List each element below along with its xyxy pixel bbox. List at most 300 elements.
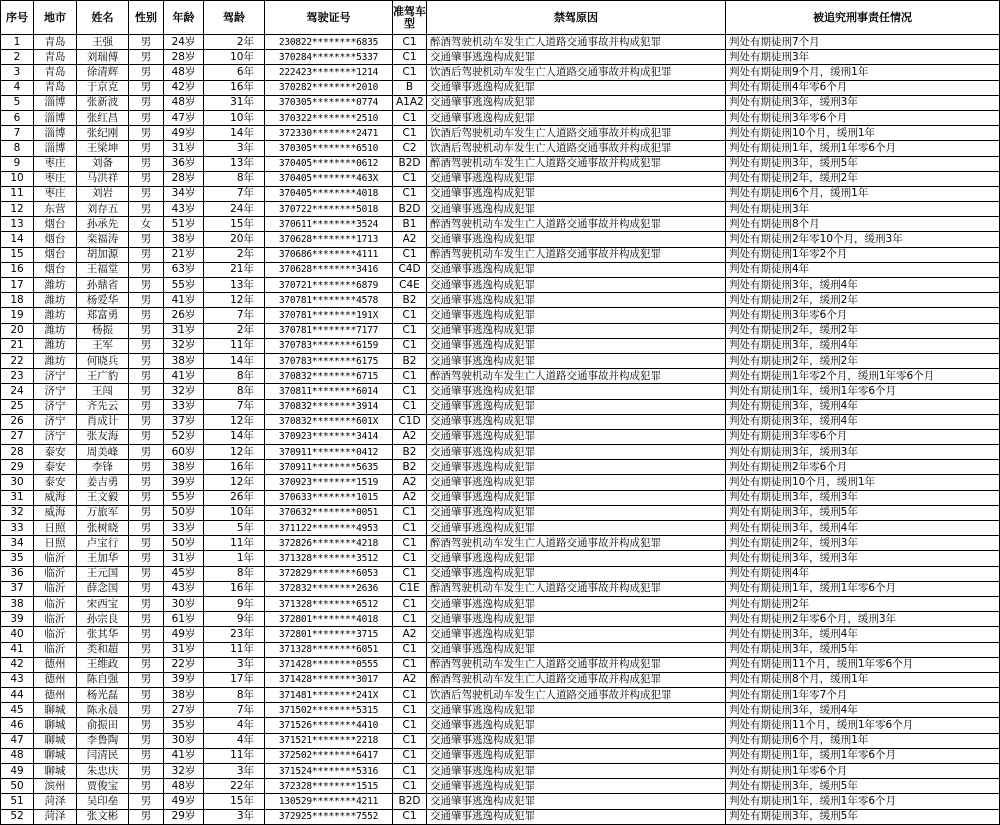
cell-name: 王闯 bbox=[77, 384, 129, 399]
cell-vehicle-class: B2 bbox=[393, 293, 427, 308]
cell-criminal-liability: 判处有期徒刑11个月，缓刑1年零6个月 bbox=[726, 657, 1000, 672]
cell-ban-reason: 交通肇事逃逸构成犯罪 bbox=[427, 262, 726, 277]
cell-gender: 男 bbox=[129, 521, 164, 536]
cell-criminal-liability: 判处有期徒刑1年零7个月 bbox=[726, 688, 1000, 703]
cell-city: 潍坊 bbox=[34, 293, 77, 308]
cell-ban-reason: 交通肇事逃逸构成犯罪 bbox=[427, 718, 726, 733]
cell-criminal-liability: 判处有期徒刑8个月 bbox=[726, 217, 1000, 232]
cell-ban-reason: 醉酒驾驶机动车发生亡人道路交通事故并构成犯罪 bbox=[427, 581, 726, 596]
cell-age: 38岁 bbox=[164, 460, 204, 475]
cell-ban-reason: 交通肇事逃逸构成犯罪 bbox=[427, 551, 726, 566]
cell-driving-years: 3年 bbox=[204, 764, 265, 779]
table-row bbox=[1, 399, 1000, 414]
cell-city: 潍坊 bbox=[34, 338, 77, 353]
cell-driving-years: 20年 bbox=[204, 232, 265, 247]
cell-driving-years: 24年 bbox=[204, 202, 265, 217]
cell-gender: 男 bbox=[129, 809, 164, 824]
cell-ban-reason: 醉酒驾驶机动车发生亡人道路交通事故并构成犯罪 bbox=[427, 217, 726, 232]
cell-name: 周美峰 bbox=[77, 445, 129, 460]
cell-index: 24 bbox=[1, 384, 34, 399]
cell-gender: 男 bbox=[129, 764, 164, 779]
cell-index: 22 bbox=[1, 353, 34, 368]
cell-gender: 男 bbox=[129, 581, 164, 596]
cell-name: 于京克 bbox=[77, 80, 129, 95]
table-row bbox=[1, 35, 1000, 50]
cell-city: 德州 bbox=[34, 688, 77, 703]
table-row bbox=[1, 505, 1000, 520]
cell-age: 55岁 bbox=[164, 278, 204, 293]
cell-city: 威海 bbox=[34, 505, 77, 520]
cell-license-number: 370923********1519 bbox=[265, 475, 393, 490]
cell-license-number: 370911********0412 bbox=[265, 445, 393, 460]
cell-vehicle-class: C1 bbox=[393, 308, 427, 323]
table-row bbox=[1, 445, 1000, 460]
cell-driving-years: 13年 bbox=[204, 156, 265, 171]
cell-gender: 男 bbox=[129, 353, 164, 368]
cell-city: 济宁 bbox=[34, 369, 77, 384]
cell-index: 25 bbox=[1, 399, 34, 414]
cell-index: 9 bbox=[1, 156, 34, 171]
cell-criminal-liability: 判处有期徒刑11个月，缓刑1年零6个月 bbox=[726, 718, 1000, 733]
cell-criminal-liability: 判处有期徒刑2年 bbox=[726, 596, 1000, 611]
cell-vehicle-class: A2 bbox=[393, 232, 427, 247]
cell-age: 31岁 bbox=[164, 551, 204, 566]
cell-license-number: 371328********6512 bbox=[265, 596, 393, 611]
cell-city: 青岛 bbox=[34, 65, 77, 80]
header-driving-years: 驾龄 bbox=[204, 1, 265, 35]
cell-age: 29岁 bbox=[164, 809, 204, 824]
cell-gender: 男 bbox=[129, 475, 164, 490]
cell-driving-years: 15年 bbox=[204, 794, 265, 809]
cell-gender: 男 bbox=[129, 551, 164, 566]
cell-name: 陈永晨 bbox=[77, 703, 129, 718]
cell-criminal-liability: 判处有期徒刑1年零2个月，缓刑1年零6个月 bbox=[726, 369, 1000, 384]
cell-driving-years: 22年 bbox=[204, 779, 265, 794]
cell-criminal-liability: 判处有期徒刑1年，缓刑1年零6个月 bbox=[726, 384, 1000, 399]
cell-index: 3 bbox=[1, 65, 34, 80]
cell-ban-reason: 醉酒驾驶机动车发生亡人道路交通事故并构成犯罪 bbox=[427, 156, 726, 171]
cell-age: 49岁 bbox=[164, 627, 204, 642]
cell-criminal-liability: 判处有期徒刑4年 bbox=[726, 566, 1000, 581]
cell-criminal-liability: 判处有期徒刑3年，缓刑4年 bbox=[726, 521, 1000, 536]
cell-criminal-liability: 判处有期徒刑3年，缓刑5年 bbox=[726, 642, 1000, 657]
cell-vehicle-class: C1 bbox=[393, 779, 427, 794]
cell-index: 12 bbox=[1, 202, 34, 217]
cell-age: 33岁 bbox=[164, 521, 204, 536]
cell-vehicle-class: C1 bbox=[393, 126, 427, 141]
cell-ban-reason: 醉酒驾驶机动车发生亡人道路交通事故并构成犯罪 bbox=[427, 672, 726, 687]
cell-license-number: 370628********1713 bbox=[265, 232, 393, 247]
cell-ban-reason: 交通肇事逃逸构成犯罪 bbox=[427, 293, 726, 308]
cell-criminal-liability: 判处有期徒刑1年零6个月 bbox=[726, 764, 1000, 779]
cell-name: 杨爱华 bbox=[77, 293, 129, 308]
cell-license-number: 372826********4218 bbox=[265, 536, 393, 551]
cell-age: 27岁 bbox=[164, 703, 204, 718]
cell-license-number: 370781********191X bbox=[265, 308, 393, 323]
cell-driving-years: 10年 bbox=[204, 50, 265, 65]
cell-vehicle-class: C1 bbox=[393, 35, 427, 50]
cell-license-number: 370911********5635 bbox=[265, 460, 393, 475]
cell-license-number: 370832********3914 bbox=[265, 399, 393, 414]
cell-driving-years: 15年 bbox=[204, 217, 265, 232]
cell-criminal-liability: 判处有期徒刑3年，缓刑3年 bbox=[726, 551, 1000, 566]
table-row bbox=[1, 429, 1000, 444]
cell-city: 济宁 bbox=[34, 399, 77, 414]
cell-vehicle-class: C1 bbox=[393, 703, 427, 718]
cell-age: 32岁 bbox=[164, 764, 204, 779]
cell-name: 王维政 bbox=[77, 657, 129, 672]
cell-vehicle-class: C1 bbox=[393, 369, 427, 384]
cell-age: 41岁 bbox=[164, 369, 204, 384]
cell-vehicle-class: C2 bbox=[393, 141, 427, 156]
cell-index: 46 bbox=[1, 718, 34, 733]
cell-ban-reason: 交通肇事逃逸构成犯罪 bbox=[427, 414, 726, 429]
cell-city: 日照 bbox=[34, 521, 77, 536]
cell-index: 49 bbox=[1, 764, 34, 779]
cell-criminal-liability: 判处有期徒刑4年 bbox=[726, 262, 1000, 277]
cell-vehicle-class: C1 bbox=[393, 338, 427, 353]
cell-gender: 男 bbox=[129, 369, 164, 384]
table-row bbox=[1, 80, 1000, 95]
cell-name: 闫清民 bbox=[77, 748, 129, 763]
cell-criminal-liability: 判处有期徒刑2年零6个月 bbox=[726, 460, 1000, 475]
cell-gender: 男 bbox=[129, 642, 164, 657]
cell-index: 20 bbox=[1, 323, 34, 338]
cell-vehicle-class: C1 bbox=[393, 612, 427, 627]
cell-license-number: 371502********5315 bbox=[265, 703, 393, 718]
cell-age: 36岁 bbox=[164, 156, 204, 171]
cell-criminal-liability: 判处有期徒刑1年，缓刑1年零6个月 bbox=[726, 794, 1000, 809]
cell-city: 潍坊 bbox=[34, 278, 77, 293]
cell-name: 卢宝行 bbox=[77, 536, 129, 551]
cell-index: 13 bbox=[1, 217, 34, 232]
cell-ban-reason: 醉酒驾驶机动车发生亡人道路交通事故并构成犯罪 bbox=[427, 247, 726, 262]
cell-name: 李锋 bbox=[77, 460, 129, 475]
cell-license-number: 370832********601X bbox=[265, 414, 393, 429]
cell-ban-reason: 交通肇事逃逸构成犯罪 bbox=[427, 764, 726, 779]
cell-city: 聊城 bbox=[34, 748, 77, 763]
cell-city: 淄博 bbox=[34, 110, 77, 125]
header-ban-reason: 禁驾原因 bbox=[427, 1, 726, 35]
cell-city: 烟台 bbox=[34, 247, 77, 262]
cell-age: 37岁 bbox=[164, 414, 204, 429]
table-row bbox=[1, 581, 1000, 596]
cell-ban-reason: 交通肇事逃逸构成犯罪 bbox=[427, 566, 726, 581]
cell-index: 44 bbox=[1, 688, 34, 703]
header-gender: 性别 bbox=[129, 1, 164, 35]
cell-vehicle-class: C1 bbox=[393, 384, 427, 399]
cell-city: 临沂 bbox=[34, 612, 77, 627]
cell-index: 4 bbox=[1, 80, 34, 95]
cell-criminal-liability: 判处有期徒刑3年 bbox=[726, 202, 1000, 217]
cell-criminal-liability: 判处有期徒刑4年零6个月 bbox=[726, 80, 1000, 95]
cell-vehicle-class: B2D bbox=[393, 794, 427, 809]
cell-ban-reason: 交通肇事逃逸构成犯罪 bbox=[427, 779, 726, 794]
cell-city: 潍坊 bbox=[34, 353, 77, 368]
cell-criminal-liability: 判处有期徒刑3年，缓刑4年 bbox=[726, 627, 1000, 642]
cell-name: 王梁坤 bbox=[77, 141, 129, 156]
cell-index: 21 bbox=[1, 338, 34, 353]
cell-license-number: 370722********5018 bbox=[265, 202, 393, 217]
cell-driving-years: 17年 bbox=[204, 672, 265, 687]
cell-criminal-liability: 判处有期徒刑3年，缓刑4年 bbox=[726, 399, 1000, 414]
cell-age: 38岁 bbox=[164, 688, 204, 703]
cell-criminal-liability: 判处有期徒刑3年 bbox=[726, 50, 1000, 65]
cell-city: 东营 bbox=[34, 202, 77, 217]
header-criminal-liability: 被追究刑事责任情况 bbox=[726, 1, 1000, 35]
cell-license-number: 370781********7177 bbox=[265, 323, 393, 338]
cell-age: 28岁 bbox=[164, 50, 204, 65]
cell-gender: 男 bbox=[129, 718, 164, 733]
cell-license-number: 372829********6053 bbox=[265, 566, 393, 581]
cell-license-number: 371481********241X bbox=[265, 688, 393, 703]
cell-index: 45 bbox=[1, 703, 34, 718]
cell-gender: 男 bbox=[129, 657, 164, 672]
cell-vehicle-class: C1 bbox=[393, 566, 427, 581]
cell-index: 6 bbox=[1, 110, 34, 125]
cell-vehicle-class: B2 bbox=[393, 460, 427, 475]
cell-ban-reason: 交通肇事逃逸构成犯罪 bbox=[427, 748, 726, 763]
cell-age: 38岁 bbox=[164, 232, 204, 247]
cell-index: 36 bbox=[1, 566, 34, 581]
cell-index: 7 bbox=[1, 126, 34, 141]
cell-name: 栾福涛 bbox=[77, 232, 129, 247]
cell-vehicle-class: C1 bbox=[393, 505, 427, 520]
cell-driving-years: 2年 bbox=[204, 323, 265, 338]
cell-driving-years: 3年 bbox=[204, 141, 265, 156]
cell-gender: 男 bbox=[129, 429, 164, 444]
cell-criminal-liability: 判处有期徒刑3年，缓刑4年 bbox=[726, 338, 1000, 353]
cell-vehicle-class: C1 bbox=[393, 171, 427, 186]
cell-age: 30岁 bbox=[164, 596, 204, 611]
cell-city: 聊城 bbox=[34, 718, 77, 733]
table-row bbox=[1, 156, 1000, 171]
cell-vehicle-class: B2 bbox=[393, 353, 427, 368]
cell-criminal-liability: 判处有期徒刑2年，缓刑2年 bbox=[726, 293, 1000, 308]
cell-city: 临沂 bbox=[34, 596, 77, 611]
cell-gender: 男 bbox=[129, 703, 164, 718]
cell-city: 聊城 bbox=[34, 703, 77, 718]
table-row bbox=[1, 627, 1000, 642]
cell-license-number: 370632********0051 bbox=[265, 505, 393, 520]
cell-ban-reason: 交通肇事逃逸构成犯罪 bbox=[427, 642, 726, 657]
cell-ban-reason: 交通肇事逃逸构成犯罪 bbox=[427, 521, 726, 536]
cell-ban-reason: 交通肇事逃逸构成犯罪 bbox=[427, 612, 726, 627]
cell-name: 杨振 bbox=[77, 323, 129, 338]
cell-driving-years: 14年 bbox=[204, 126, 265, 141]
cell-index: 18 bbox=[1, 293, 34, 308]
cell-driving-years: 12年 bbox=[204, 475, 265, 490]
cell-criminal-liability: 判处有期徒刑3年，缓刑5年 bbox=[726, 156, 1000, 171]
cell-name: 万旅军 bbox=[77, 505, 129, 520]
cell-criminal-liability: 判处有期徒刑1年，缓刑1年零6个月 bbox=[726, 748, 1000, 763]
cell-age: 38岁 bbox=[164, 353, 204, 368]
cell-ban-reason: 交通肇事逃逸构成犯罪 bbox=[427, 50, 726, 65]
cell-ban-reason: 醉酒驾驶机动车发生亡人道路交通事故并构成犯罪 bbox=[427, 35, 726, 50]
table-row bbox=[1, 65, 1000, 80]
cell-criminal-liability: 判处有期徒刑3年，缓刑4年 bbox=[726, 414, 1000, 429]
cell-gender: 男 bbox=[129, 278, 164, 293]
cell-license-number: 370628********3416 bbox=[265, 262, 393, 277]
cell-name: 李鲁陶 bbox=[77, 733, 129, 748]
cell-city: 聊城 bbox=[34, 764, 77, 779]
cell-ban-reason: 交通肇事逃逸构成犯罪 bbox=[427, 399, 726, 414]
cell-age: 50岁 bbox=[164, 505, 204, 520]
cell-license-number: 371122********4953 bbox=[265, 521, 393, 536]
cell-gender: 男 bbox=[129, 126, 164, 141]
cell-index: 27 bbox=[1, 429, 34, 444]
cell-license-number: 370282********2010 bbox=[265, 80, 393, 95]
cell-vehicle-class: C1 bbox=[393, 733, 427, 748]
cell-name: 王福堂 bbox=[77, 262, 129, 277]
table-row bbox=[1, 126, 1000, 141]
cell-vehicle-class: A2 bbox=[393, 672, 427, 687]
cell-ban-reason: 交通肇事逃逸构成犯罪 bbox=[427, 809, 726, 824]
cell-vehicle-class: C1 bbox=[393, 718, 427, 733]
cell-ban-reason: 交通肇事逃逸构成犯罪 bbox=[427, 232, 726, 247]
cell-driving-years: 6年 bbox=[204, 65, 265, 80]
cell-ban-reason: 交通肇事逃逸构成犯罪 bbox=[427, 794, 726, 809]
cell-vehicle-class: C4E bbox=[393, 278, 427, 293]
cell-index: 43 bbox=[1, 672, 34, 687]
cell-age: 43岁 bbox=[164, 202, 204, 217]
cell-name: 刘备 bbox=[77, 156, 129, 171]
cell-ban-reason: 醉酒驾驶机动车发生亡人道路交通事故并构成犯罪 bbox=[427, 657, 726, 672]
cell-index: 52 bbox=[1, 809, 34, 824]
cell-city: 青岛 bbox=[34, 50, 77, 65]
cell-age: 32岁 bbox=[164, 384, 204, 399]
cell-criminal-liability: 判处有期徒刑2年零6个月，缓刑3年 bbox=[726, 612, 1000, 627]
header-city: 地市 bbox=[34, 1, 77, 35]
cell-city: 枣庄 bbox=[34, 186, 77, 201]
cell-license-number: 371521********2218 bbox=[265, 733, 393, 748]
cell-age: 42岁 bbox=[164, 80, 204, 95]
cell-city: 淄博 bbox=[34, 126, 77, 141]
cell-ban-reason: 饮酒后驾驶机动车发生亡人道路交通事故并构成犯罪 bbox=[427, 65, 726, 80]
cell-index: 29 bbox=[1, 460, 34, 475]
cell-ban-reason: 饮酒后驾驶机动车发生亡人道路交通事故并构成犯罪 bbox=[427, 141, 726, 156]
table-row bbox=[1, 338, 1000, 353]
cell-name: 何晓兵 bbox=[77, 353, 129, 368]
cell-index: 26 bbox=[1, 414, 34, 429]
cell-license-number: 370405********0612 bbox=[265, 156, 393, 171]
cell-index: 39 bbox=[1, 612, 34, 627]
table-row bbox=[1, 490, 1000, 505]
cell-name: 王强 bbox=[77, 35, 129, 50]
cell-index: 1 bbox=[1, 35, 34, 50]
cell-name: 张友海 bbox=[77, 429, 129, 444]
cell-criminal-liability: 判处有期徒刑10个月，缓刑1年 bbox=[726, 126, 1000, 141]
cell-license-number: 370305********0774 bbox=[265, 95, 393, 110]
cell-ban-reason: 交通肇事逃逸构成犯罪 bbox=[427, 703, 726, 718]
cell-license-number: 230822********6835 bbox=[265, 35, 393, 50]
cell-index: 50 bbox=[1, 779, 34, 794]
cell-vehicle-class: C1 bbox=[393, 186, 427, 201]
cell-criminal-liability: 判处有期徒刑1年，缓刑1年零6个月 bbox=[726, 141, 1000, 156]
cell-license-number: 371526********4410 bbox=[265, 718, 393, 733]
cell-index: 10 bbox=[1, 171, 34, 186]
cell-age: 34岁 bbox=[164, 186, 204, 201]
cell-name: 肖成计 bbox=[77, 414, 129, 429]
table-row bbox=[1, 733, 1000, 748]
cell-age: 31岁 bbox=[164, 323, 204, 338]
table-row bbox=[1, 217, 1000, 232]
cell-license-number: 370811********6014 bbox=[265, 384, 393, 399]
cell-driving-years: 9年 bbox=[204, 596, 265, 611]
cell-index: 17 bbox=[1, 278, 34, 293]
cell-driving-years: 12年 bbox=[204, 445, 265, 460]
cell-license-number: 370405********463X bbox=[265, 171, 393, 186]
cell-ban-reason: 交通肇事逃逸构成犯罪 bbox=[427, 475, 726, 490]
cell-index: 23 bbox=[1, 369, 34, 384]
cell-name: 王军 bbox=[77, 338, 129, 353]
cell-age: 39岁 bbox=[164, 672, 204, 687]
cell-city: 菏泽 bbox=[34, 809, 77, 824]
cell-city: 济宁 bbox=[34, 429, 77, 444]
cell-age: 30岁 bbox=[164, 733, 204, 748]
cell-driving-years: 14年 bbox=[204, 353, 265, 368]
cell-license-number: 370405********4018 bbox=[265, 186, 393, 201]
cell-name: 吴印垒 bbox=[77, 794, 129, 809]
cell-criminal-liability: 判处有期徒刑2年，缓刑2年 bbox=[726, 171, 1000, 186]
cell-city: 淄博 bbox=[34, 141, 77, 156]
cell-driving-years: 8年 bbox=[204, 171, 265, 186]
cell-gender: 男 bbox=[129, 35, 164, 50]
cell-license-number: 370633********1015 bbox=[265, 490, 393, 505]
cell-name: 张其华 bbox=[77, 627, 129, 642]
cell-license-number: 372328********1515 bbox=[265, 779, 393, 794]
cell-age: 28岁 bbox=[164, 171, 204, 186]
cell-ban-reason: 饮酒后驾驶机动车发生亡人道路交通事故并构成犯罪 bbox=[427, 688, 726, 703]
cell-age: 35岁 bbox=[164, 718, 204, 733]
cell-index: 48 bbox=[1, 748, 34, 763]
cell-city: 滨州 bbox=[34, 779, 77, 794]
cell-ban-reason: 交通肇事逃逸构成犯罪 bbox=[427, 338, 726, 353]
cell-age: 31岁 bbox=[164, 642, 204, 657]
cell-driving-years: 11年 bbox=[204, 642, 265, 657]
table-row bbox=[1, 703, 1000, 718]
cell-license-number: 370305********6510 bbox=[265, 141, 393, 156]
cell-age: 24岁 bbox=[164, 35, 204, 50]
cell-vehicle-class: C1D bbox=[393, 414, 427, 429]
cell-gender: 男 bbox=[129, 748, 164, 763]
cell-criminal-liability: 判处有期徒刑3年零6个月 bbox=[726, 429, 1000, 444]
cell-driving-years: 7年 bbox=[204, 186, 265, 201]
cell-index: 8 bbox=[1, 141, 34, 156]
cell-ban-reason: 交通肇事逃逸构成犯罪 bbox=[427, 445, 726, 460]
cell-gender: 男 bbox=[129, 384, 164, 399]
cell-name: 杨光磊 bbox=[77, 688, 129, 703]
cell-name: 张文彬 bbox=[77, 809, 129, 824]
header-row bbox=[1, 1, 1000, 35]
cell-name: 宋西宝 bbox=[77, 596, 129, 611]
cell-index: 16 bbox=[1, 262, 34, 277]
header-index: 序号 bbox=[1, 1, 34, 35]
cell-age: 48岁 bbox=[164, 95, 204, 110]
cell-name: 齐先云 bbox=[77, 399, 129, 414]
cell-criminal-liability: 判处有期徒刑2年，缓刑2年 bbox=[726, 323, 1000, 338]
cell-name: 贾俊宝 bbox=[77, 779, 129, 794]
table-row bbox=[1, 536, 1000, 551]
cell-gender: 男 bbox=[129, 688, 164, 703]
cell-gender: 男 bbox=[129, 141, 164, 156]
cell-name: 马洪祥 bbox=[77, 171, 129, 186]
table-row bbox=[1, 353, 1000, 368]
cell-gender: 男 bbox=[129, 596, 164, 611]
cell-driving-years: 7年 bbox=[204, 308, 265, 323]
cell-city: 临沂 bbox=[34, 581, 77, 596]
table-row bbox=[1, 369, 1000, 384]
